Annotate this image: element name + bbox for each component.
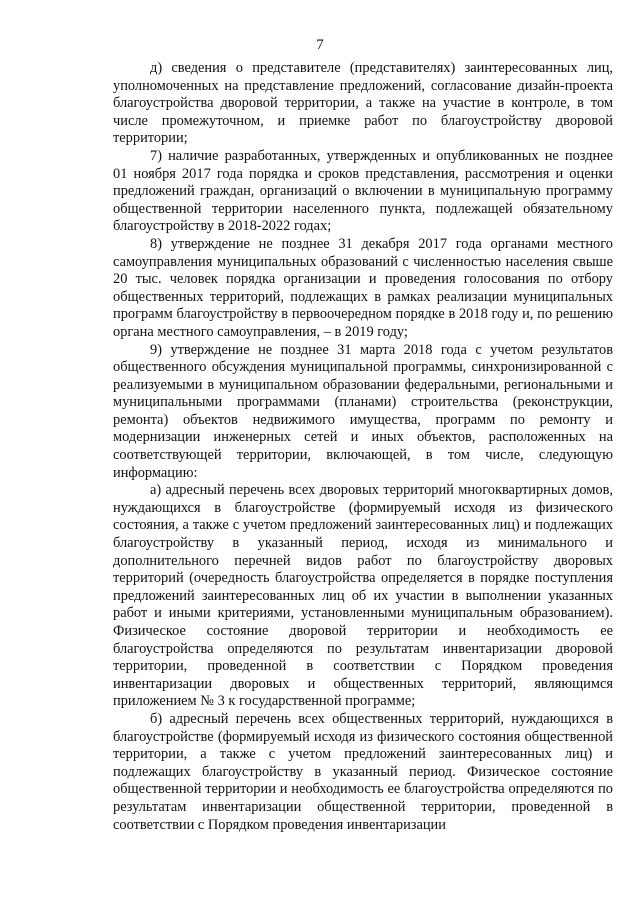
paragraph-item-9-program-approval: 9) утверждение не позднее 31 марта 2018 года с учетом результатов общественного обсуждения муниципальной программы, синхронизированной с реализуемыми в муниципальном образовании федеральными, региональными и муниципальными программами (планами) строительства (реконструкции, ремонта) объектов недвижимого имущества, программ по ремонту и модернизации инженерных сетей и иных объектов, расположенных на соответствующей территории, включающей, в том числе, следующую информацию: bbox=[113, 341, 613, 481]
paragraph-item-b-public-territory-list: б) адресный перечень всех общественных территорий, нуждающихся в благоустройстве (формируемый исходя из физического состояния общественной территории, а также с учетом предложений заинтересованных лиц) и подлежащих благоустройству в указанный период. Физическое состояние общественной территории и необходимость ее благоустройства определяются по результатам инвентаризации общественной территории, проведенной в соответствии с Порядком проведения инвентаризации bbox=[113, 710, 613, 833]
document-body bbox=[113, 60, 613, 834]
paragraph-item-7-proposals-procedure: 7) наличие разработанных, утвержденных и опубликованных не позднее 01 ноября 2017 года порядка и сроков представления, рассмотрения и оценки предложений граждан, организаций о включении в муниципальную программу общественной территории населенного пункта, подлежащей обязательному благоустройству в 2018-2022 годах; bbox=[113, 147, 613, 235]
paragraph-item-a-courtyard-list: а) адресный перечень всех дворовых территорий многоквартирных домов, нуждающихся в благоустройстве (формируемый исходя из физического состояния, а также с учетом предложений заинтересованных лиц) и подлежащих благоустройству в указанный период, исходя из минимального и дополнительного перечней видов работ по благоустройству дворовых территорий (очередность благоустройства определяется в порядке поступления предложений заинтересованных лиц об их участии в выполнении указанных работ и иными критериями, установленными муниципальным образованием). Физическое состояние дворовой территории и необходимость ее благоустройства определяются по результатам инвентаризации дворовой территории, проведенной в соответствии с Порядком проведения инвентаризации дворовых и общественных территорий, являющимся приложением № 3 к государственной программе; bbox=[113, 482, 613, 710]
page-number: 7 bbox=[316, 37, 324, 53]
paragraph-item-8-voting-procedure: 8) утверждение не позднее 31 декабря 2017 года органами местного самоуправления муниципальных образований с численностью населения свыше 20 тыс. человек порядка организации и проведения голосования по отбору общественных территорий, подлежащих в рамках реализации муниципальных программ благоустройству в первоочередном порядке в 2018 году и, по решению органа местного самоуправления, – в 2019 году; bbox=[113, 235, 613, 340]
paragraph-item-d-representatives: д) сведения о представителе (представителях) заинтересованных лиц, уполномоченных на представление предложений, согласование дизайн-проекта благоустройства дворовой территории, а также на участие в контроле, в том числе промежуточном, и приемке работ по благоустройству дворовой территории; bbox=[113, 60, 613, 147]
